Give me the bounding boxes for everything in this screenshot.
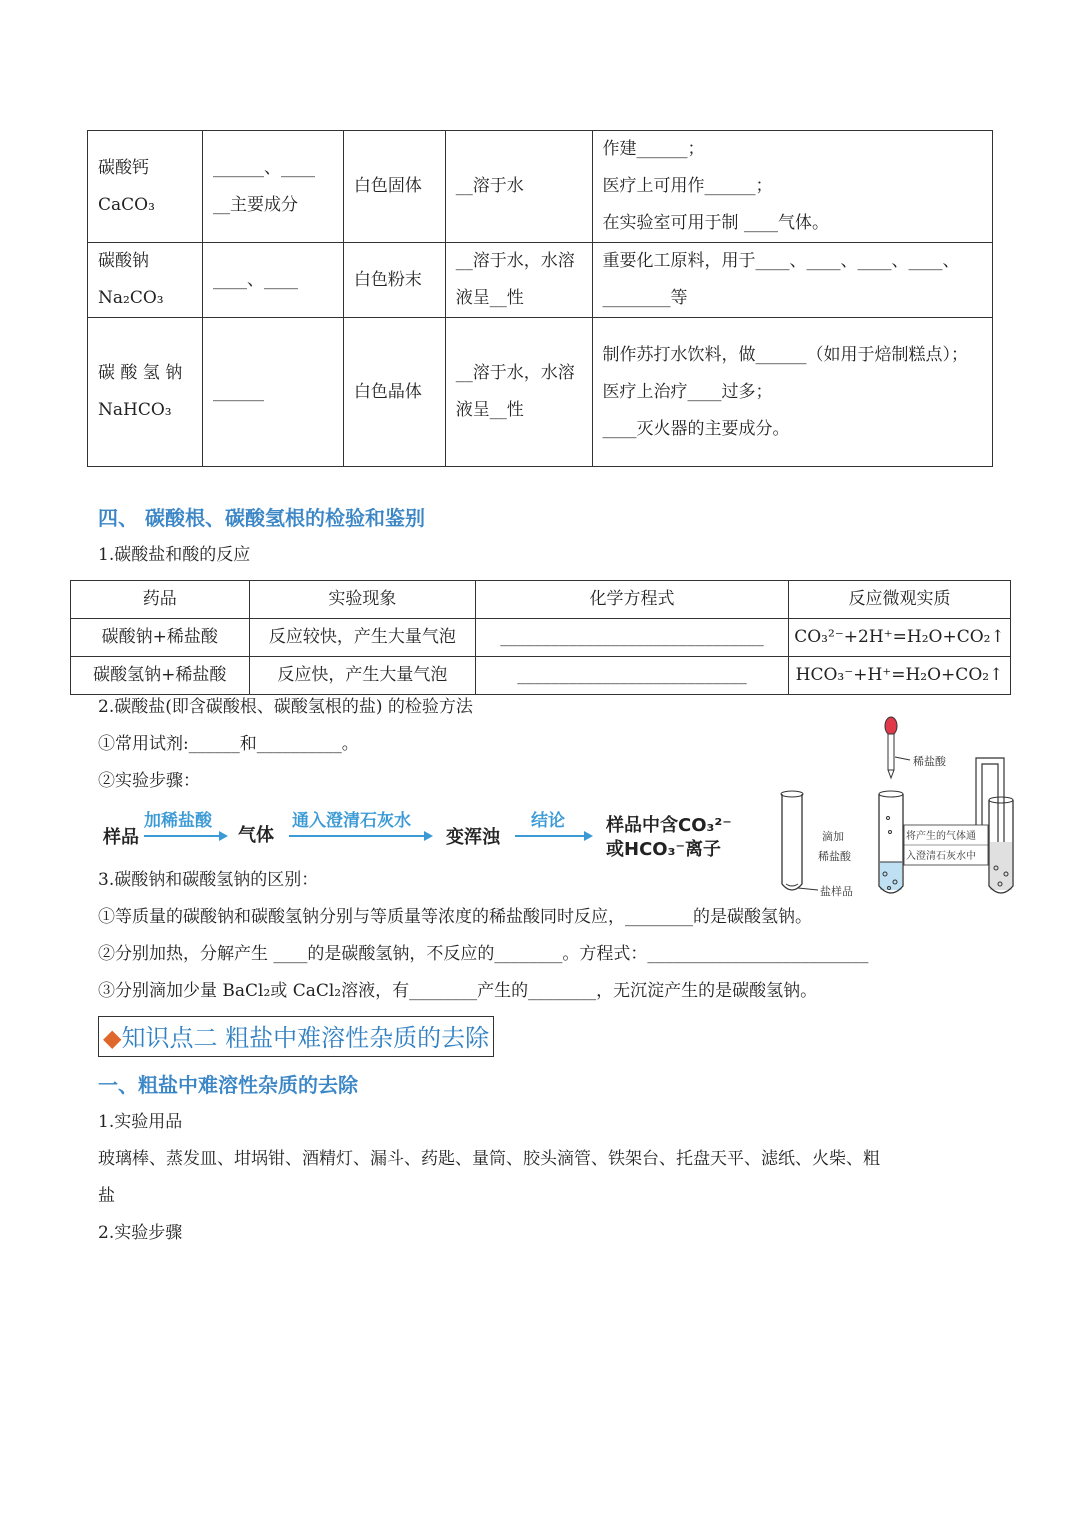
dropper-icon bbox=[885, 717, 910, 778]
table-row bbox=[88, 243, 993, 318]
table-row bbox=[88, 318, 993, 467]
column-header: 实验现象 bbox=[249, 581, 475, 619]
use-line: 在实验室可用于制 ____气体。 bbox=[602, 213, 829, 233]
substance-formula: Na₂CO₃ bbox=[98, 288, 164, 308]
subheading: 1.碳酸盐和酸的反应 bbox=[98, 545, 251, 565]
acid-reaction-table bbox=[70, 580, 1011, 695]
carbonate-properties-table bbox=[87, 130, 993, 467]
solubility-cell: __溶于水，水溶液呈__性 bbox=[445, 318, 592, 467]
flow-conclusion-line1: 样品中含CO₃²⁻ bbox=[606, 815, 732, 836]
uses-cell bbox=[592, 131, 992, 243]
table-header-row bbox=[71, 581, 1011, 619]
appearance-cell: 白色粉末 bbox=[343, 243, 445, 318]
phenomenon-cell: 反应快，产生大量气泡 bbox=[249, 657, 475, 695]
arrow-head-icon bbox=[424, 831, 433, 841]
drug-cell: 碳酸氢钠+稀盐酸 bbox=[71, 657, 250, 695]
flow-conclusion-line2: 或HCO₃⁻离子 bbox=[606, 839, 721, 860]
substance-formula: NaHCO₃ bbox=[98, 400, 172, 420]
arrow-head-icon bbox=[584, 831, 593, 841]
reaction-test-tube-icon bbox=[879, 791, 903, 893]
reagents-line: ①常用试剂:______和__________。 bbox=[98, 734, 359, 754]
column-header: 药品 bbox=[71, 581, 250, 619]
section-heading: 一、粗盐中难溶性杂质的去除 bbox=[98, 1073, 358, 1097]
substance-name: 碳 酸 氢 钠 bbox=[98, 363, 183, 383]
test-tube-apparatus-illustration bbox=[770, 712, 1020, 902]
common-name-cell: ______ bbox=[202, 318, 343, 467]
use-line: 制作苏打水饮料，做______（如用于焙制糕点）； bbox=[602, 344, 969, 365]
column-header: 化学方程式 bbox=[476, 581, 789, 619]
use-line: 医疗上治疗____过多； bbox=[602, 381, 773, 402]
dropper-label: 稀盐酸 bbox=[913, 755, 946, 768]
flow-arrow1 bbox=[144, 835, 220, 837]
diff-title: 3.碳酸钠和碳酸氢钠的区别： bbox=[98, 870, 319, 890]
solubility-cell: __溶于水 bbox=[445, 131, 592, 243]
substance-formula: CaCO₃ bbox=[98, 194, 155, 215]
equation-cell: ___________________________ bbox=[476, 657, 789, 695]
essence-cell: CO₃²⁻+2H⁺=H₂O+CO₂↑ bbox=[788, 619, 1010, 657]
table-row bbox=[71, 619, 1011, 657]
phenomenon-cell: 反应较快，产生大量气泡 bbox=[249, 619, 475, 657]
materials-line: 盐 bbox=[98, 1186, 115, 1206]
knowledge-point-title: 知识点二 粗盐中难溶性杂质的去除 bbox=[121, 1024, 490, 1052]
diff-line-3: ③分别滴加少量 BaCl₂或 CaCl₂溶液，有________产生的________，无沉淀产生的是碳酸氢钠。 bbox=[98, 981, 818, 1001]
sample-label: 盐样品 bbox=[820, 885, 853, 898]
use-line: 作建______； bbox=[602, 139, 705, 159]
flow-turbid: 变浑浊 bbox=[446, 827, 500, 848]
method-title: 2.碳酸盐(即含碳酸根、碳酸氢根的盐) 的检验方法 bbox=[98, 697, 473, 717]
table-row bbox=[88, 131, 993, 243]
left-label-2: 稀盐酸 bbox=[818, 850, 851, 863]
substance-cell bbox=[88, 318, 203, 467]
left-label-1: 滴加 bbox=[822, 830, 844, 843]
materials-line: 玻璃棒、蒸发皿、坩埚钳、酒精灯、漏斗、药匙、量筒、胶头滴管、铁架台、托盘天平、滤纸、火柴、粗 bbox=[98, 1149, 880, 1169]
uses-cell: 重要化工原料，用于____、____、____、____、________等 bbox=[592, 243, 992, 318]
main-component-blank: __主要成分 bbox=[212, 194, 298, 215]
diff-line-2: ②分别加热，分解产生 ____的是碳酸氢钠，不反应的________。方程式：__________________________ bbox=[98, 944, 869, 964]
use-line: 医疗上可用作______； bbox=[602, 176, 773, 196]
gas-label-2: 入澄清石灰水中 bbox=[906, 851, 976, 862]
diamond-icon: ◆ bbox=[103, 1024, 122, 1052]
flow-arrow1-label: 加稀盐酸 bbox=[144, 811, 212, 831]
equation-cell: _______________________________ bbox=[476, 619, 789, 657]
flow-arrow2 bbox=[289, 835, 425, 837]
subheading: 2.实验步骤 bbox=[98, 1223, 183, 1243]
common-name-blank: ______、____ bbox=[212, 157, 315, 178]
substance-name: 碳酸钙 bbox=[98, 157, 149, 178]
solubility-cell: __溶于水，水溶液呈__性 bbox=[445, 243, 592, 318]
gas-label-1: 将产生的气体通 bbox=[906, 831, 976, 842]
section-heading: 四、 碳酸根、碳酸氢根的检验和鉴别 bbox=[98, 506, 425, 530]
substance-cell bbox=[88, 243, 203, 318]
appearance-cell: 白色固体 bbox=[343, 131, 445, 243]
arrow-head-icon bbox=[219, 831, 228, 841]
empty-test-tube-icon bbox=[781, 791, 818, 890]
substance-name: 碳酸钠 bbox=[98, 251, 149, 271]
flow-arrow3-label: 结论 bbox=[531, 811, 565, 831]
steps-line: ②实验步骤： bbox=[98, 771, 200, 791]
subheading: 1.实验用品 bbox=[98, 1112, 183, 1132]
limewater-test-tube-icon bbox=[989, 797, 1013, 893]
drug-cell: 碳酸钠+稀盐酸 bbox=[71, 619, 250, 657]
column-header: 反应微观实质 bbox=[788, 581, 1010, 619]
use-line: ____灭火器的主要成分。 bbox=[602, 418, 790, 439]
diff-line-1: ①等质量的碳酸钠和碳酸氢钠分别与等质量等浓度的稀盐酸同时反应，________的是碳酸氢钠。 bbox=[98, 907, 812, 927]
essence-cell: HCO₃⁻+H⁺=H₂O+CO₂↑ bbox=[788, 657, 1010, 695]
appearance-cell: 白色晶体 bbox=[343, 318, 445, 467]
flow-gas: 气体 bbox=[238, 825, 274, 846]
flow-arrow3 bbox=[515, 835, 585, 837]
common-name-cell bbox=[202, 131, 343, 243]
common-name-cell: ____、____ bbox=[202, 243, 343, 318]
flow-sample: 样品 bbox=[103, 827, 139, 848]
knowledge-point-box bbox=[98, 1016, 494, 1057]
substance-cell bbox=[88, 131, 203, 243]
uses-cell bbox=[592, 318, 992, 467]
flow-arrow2-label: 通入澄清石灰水 bbox=[292, 811, 411, 831]
